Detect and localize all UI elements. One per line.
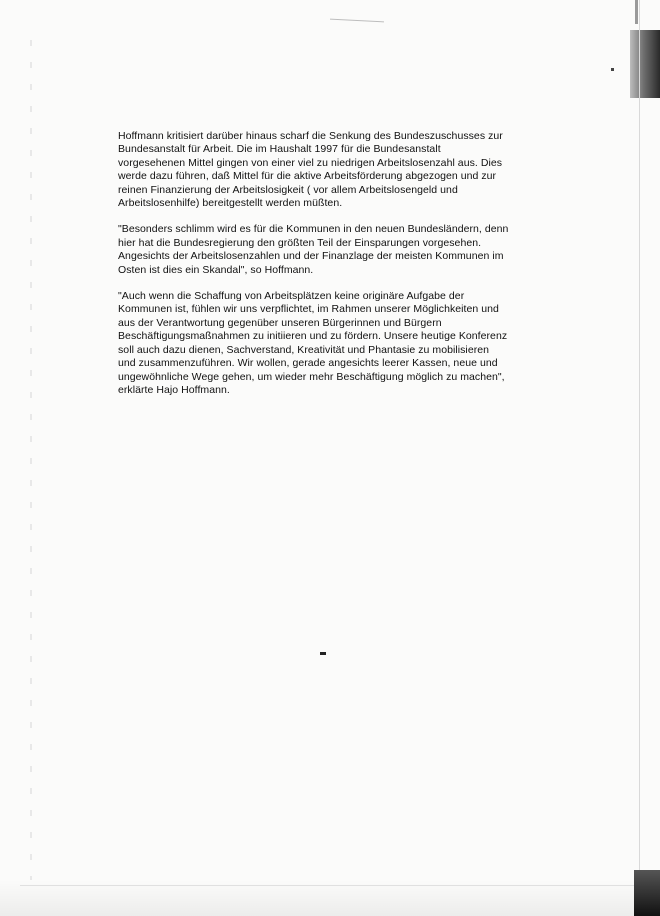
paragraph-east-municipalities: "Besonders schlimm wird es für die Kommunen in den neuen Bundesländern, denn hier hat die Bundesregierung den größten Teil der Einsparungen vorgesehen. Angesichts der Arbeitslosenzahlen und der Finanzlage der meisten Kommunen im Osten ist dies ein Skandal", so Hoffmann. [118,223,509,276]
scan-top-mark [330,19,384,23]
scan-speck [320,652,326,655]
scan-speck [611,68,614,71]
paragraph-conference-statement: "Auch wenn die Schaffung von Arbeitsplätzen keine originäre Aufgabe der Kommunen ist, fühlen wir uns verpflichtet, im Rahmen unserer Möglichkeiten und aus der Verantwortung gegenüber unseren Bürgerinnen und Bürgern Beschäftigungsmaßnahmen zu initiieren und zu fördern. Unsere heutige Konferenz soll auch dazu dienen, Sachverstand, Kreativität und Phantasie zu mobilisieren und zusammenzuführen. Wir wollen, gerade angesichts leerer Kassen, neue und ungewöhnliche Wege gehen, um wieder mehr Beschäftigung möglich zu machen", erklärte Hajo Hoffmann. [118,290,508,396]
scan-edge-line [639,0,640,916]
scan-edge-mark [635,0,638,24]
scan-corner-shadow [634,870,660,916]
scan-edge-shadow [630,30,660,98]
scan-left-artifact [30,40,32,880]
document-body [118,130,558,410]
scan-bottom-line [20,885,640,886]
paragraph-budget-criticism: Hoffmann kritisiert darüber hinaus scharf die Senkung des Bundeszuschusses zur Bundesanstalt für Arbeit. Die im Haushalt 1997 für die Bundesanstalt vorgesehenen Mittel gingen von einer viel zu niedrigen Arbeitslosenzahl aus. Dies werde dazu führen, daß Mittel für die aktive Arbeitsförderung abgezogen und zur reinen Finanzierung der Arbeitslosigkeit ( vor allem Arbeitslosengeld und Arbeitslosenhilfe) bereitgestellt werden müßten. [118,130,503,210]
